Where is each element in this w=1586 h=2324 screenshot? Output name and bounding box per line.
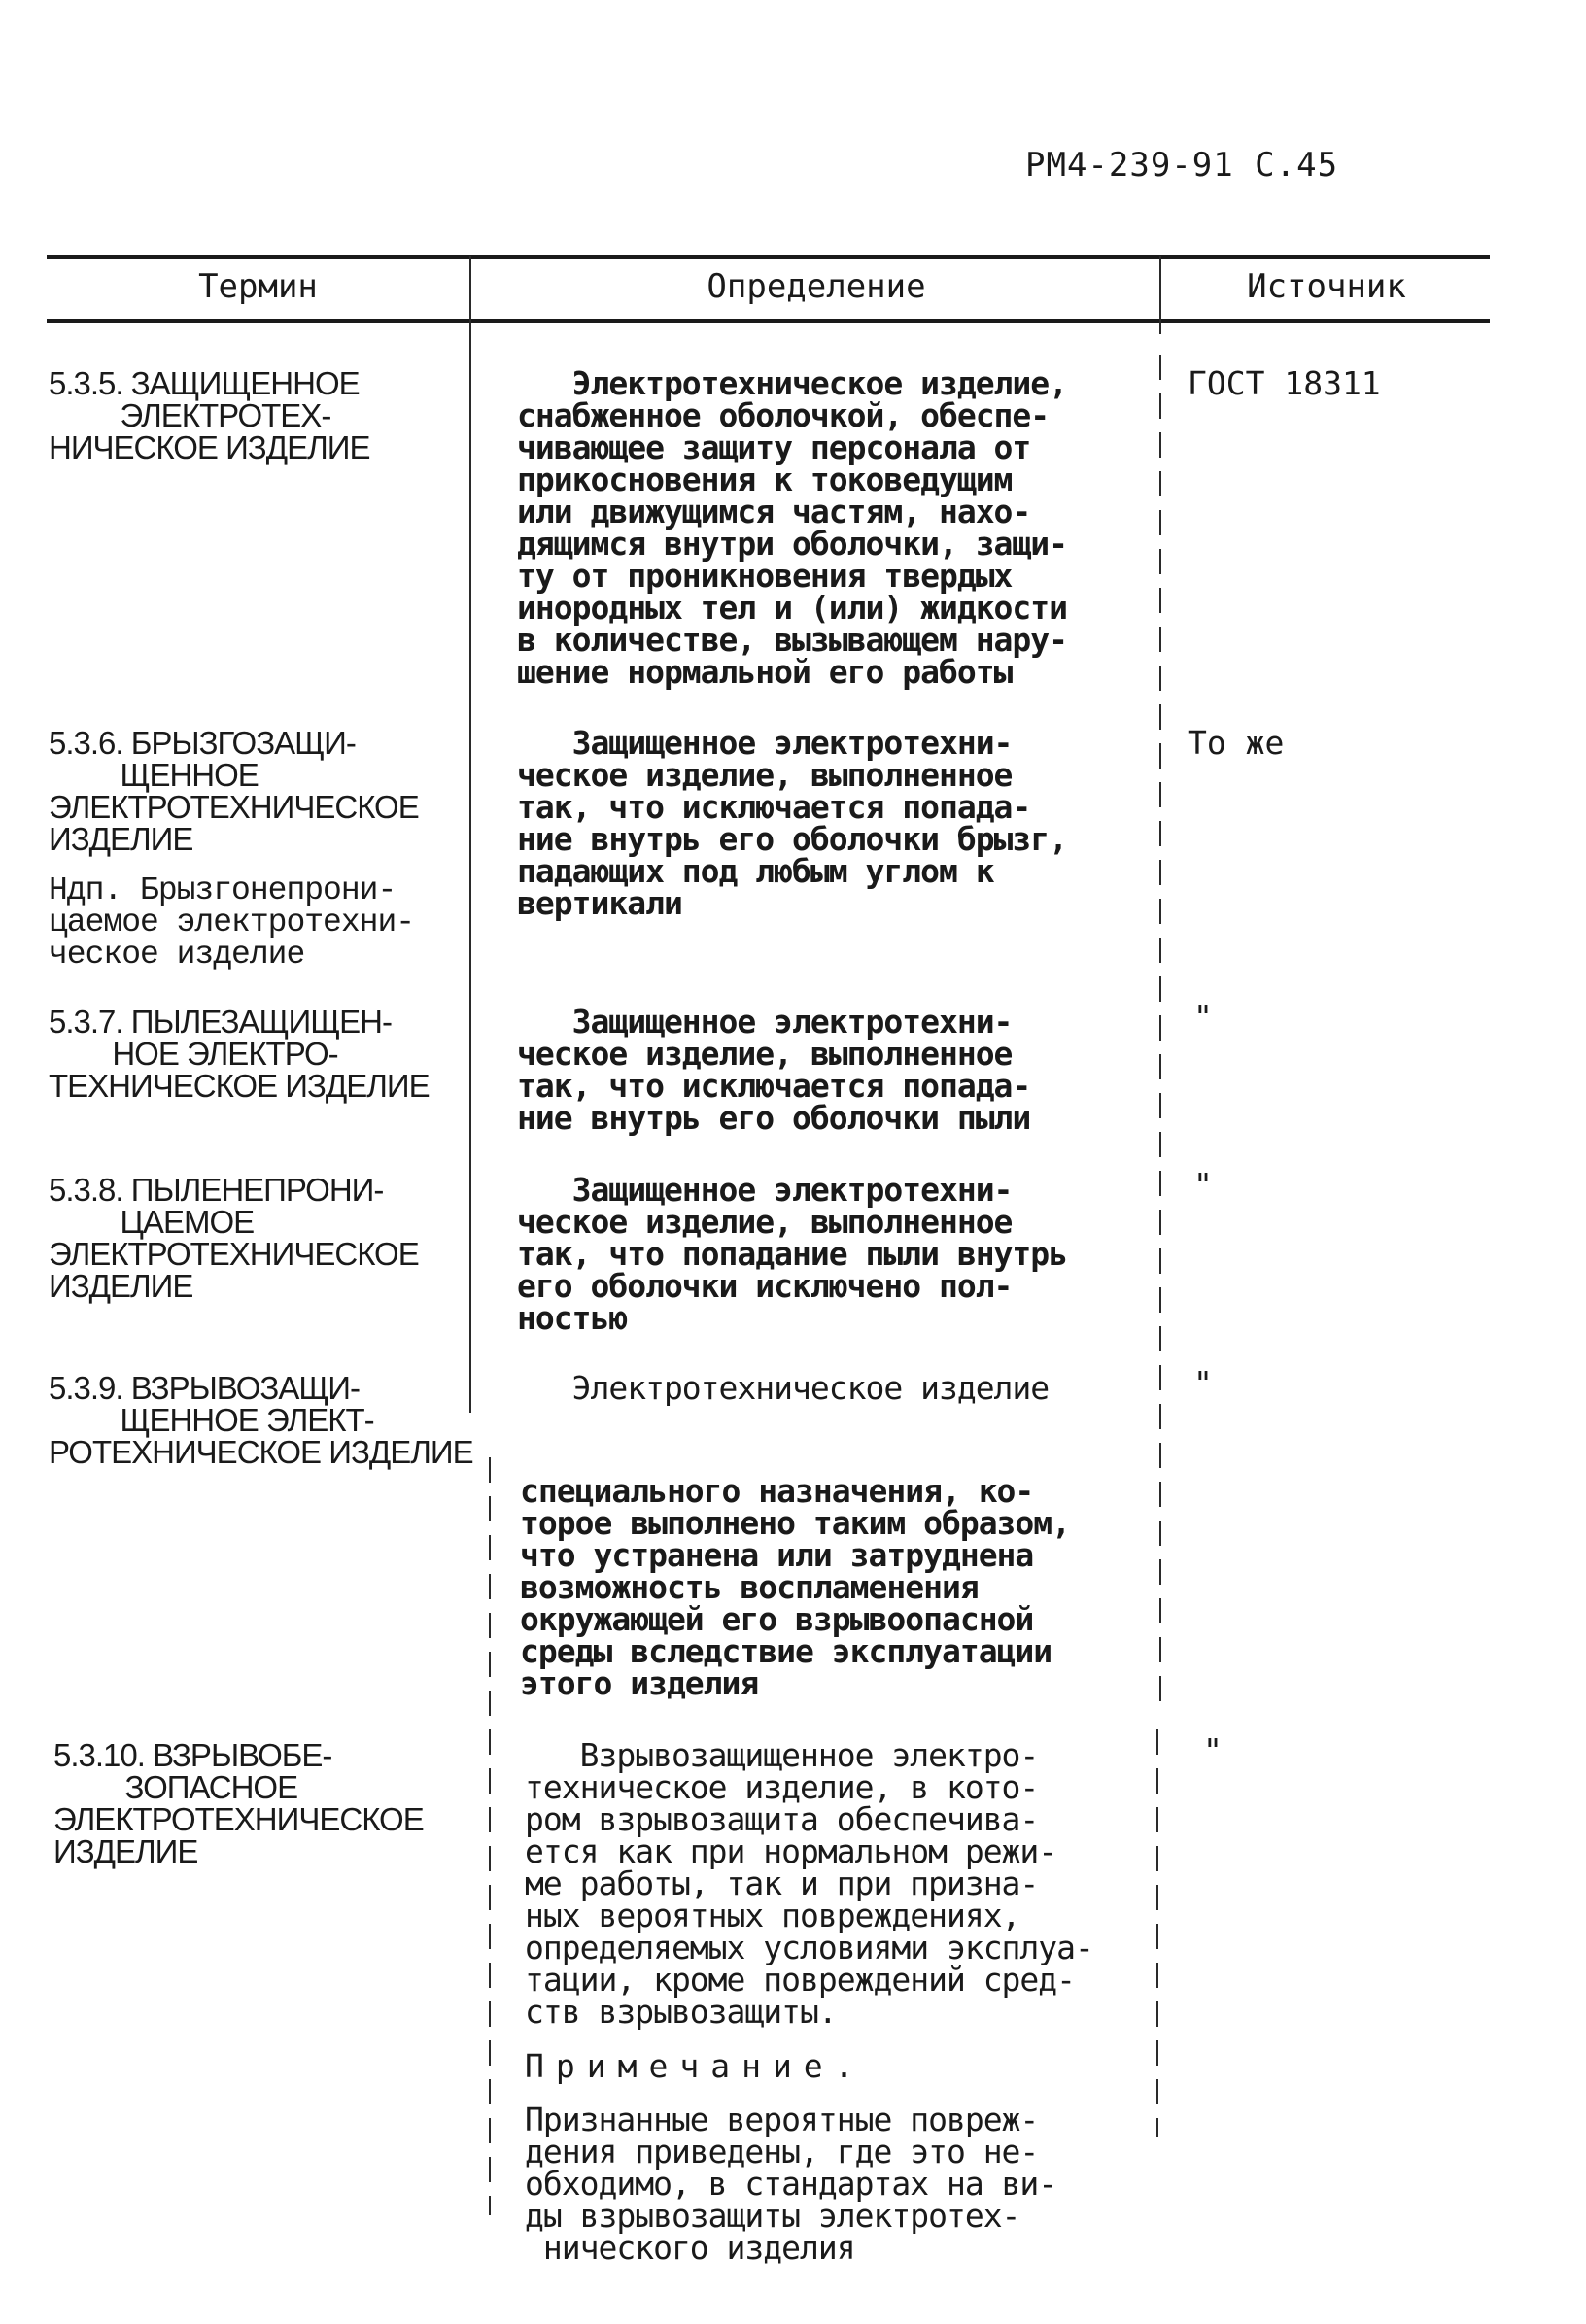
document-reference: РМ4-239-91 С.45 — [1025, 146, 1339, 185]
column-divider-right — [1159, 256, 1161, 334]
term-5-3-7: 5.3.7. ПЫЛЕЗАЩИЩЕН- НОЕ ЭЛЕКТРО- ТЕХНИЧЕСКОЕ ИЗДЕЛИЕ — [49, 1004, 430, 1104]
note-text-5-3-10: Признанные вероятные повреж- дения приведены, где это не- обходимо, в стандартах на ви- ды взрывозащиты электротех- нического изделия — [525, 2101, 1057, 2267]
definition-5-3-10: Взрывозащищенное электро- техническое изделие, в кото- ром взрывозащита обеспечива- ется как при нормальном режи- ме работы, так и при призна- ных вероятных повреждениях, определяемых условиями эксплуа- тации, кроме повреждений сред- ств взрывозащиты. — [525, 1736, 1093, 2031]
term-note-5-3-6: Ндп. Брызгонепрони- цаемое электротехни- ческое изделие — [49, 872, 415, 973]
source-5-3-10: " — [1203, 1731, 1223, 1769]
column-header-term: Термин — [198, 267, 318, 306]
term-5-3-9: 5.3.9. ВЗРЫВОЗАЩИ- ЩЕННОЕ ЭЛЕКТ- РОТЕХНИЧЕСКОЕ ИЗДЕЛИЕ — [49, 1370, 473, 1470]
definition-5-3-9-first-line: Электротехническое изделие — [517, 1369, 1050, 1407]
column-header-source: Источник — [1247, 267, 1406, 306]
definition-5-3-5: Электротехническое изделие, снабженное оболочкой, обеспе- чивающее защиту персонала от прикосновения к токоведущим или движущимся частям, нахо- дящимся внутри оболочки, защи- ту от проникновения твердых инородных тел и (или) жидкости в количестве, вызывающем нару- шение нормальной его работы — [517, 364, 1068, 691]
column-divider-right-lower — [1156, 1729, 1158, 2137]
term-5-3-5: 5.3.5. ЗАЩИЩЕННОЕ ЭЛЕКТРОТЕХ- НИЧЕСКОЕ ИЗДЕЛИЕ — [49, 365, 370, 465]
term-5-3-10: 5.3.10. ВЗРЫВОБЕ- ЗОПАСНОЕ ЭЛЕКТРОТЕХНИЧЕСКОЕ ИЗДЕЛИЕ — [53, 1737, 424, 1869]
term-5-3-6: 5.3.6. БРЫЗГОЗАЩИ- ЩЕННОЕ ЭЛЕКТРОТЕХНИЧЕСКОЕ ИЗДЕЛИЕ — [49, 725, 419, 857]
note-label-5-3-10: Примечание. — [525, 2047, 866, 2085]
column-divider-left — [469, 256, 471, 1413]
source-5-3-6: То же — [1188, 724, 1285, 762]
definition-5-3-9: специального назначения, ко- торое выполнено таким образом, что устранена или затруднена возможность воспламенения окружающей его взрывоопасной среды вследствие эксплуатации этого изделия — [520, 1472, 1071, 1702]
table-top-rule — [47, 255, 1490, 259]
column-header-definition: Определение — [707, 267, 926, 306]
table-header-rule — [47, 319, 1490, 323]
column-divider-left-lower — [489, 1457, 491, 2215]
definition-5-3-6: Защищенное электротехни- ческое изделие, выполненное так, что исключается попада- ние внутрь его оболочки брызг, падающих под любым углом к вертикали — [517, 724, 1068, 922]
column-divider-right-body — [1159, 355, 1161, 1715]
source-5-3-9: " — [1193, 1364, 1213, 1402]
definition-5-3-7: Защищенное электротехни- ческое изделие, выполненное так, что исключается попада- ние внутрь его оболочки пыли — [517, 1003, 1031, 1137]
definition-5-3-8: Защищенное электротехни- ческое изделие, выполненное так, что попадание пыли внутрь его оболочки исключено пол- ностью — [517, 1171, 1068, 1337]
source-5-3-8: " — [1193, 1166, 1213, 1204]
source-5-3-5: ГОСТ 18311 — [1188, 364, 1381, 402]
term-5-3-8: 5.3.8. ПЫЛЕНЕПРОНИ- ЦАЕМОЕ ЭЛЕКТРОТЕХНИЧЕСКОЕ ИЗДЕЛИЕ — [49, 1172, 419, 1304]
source-5-3-7: " — [1193, 998, 1213, 1036]
